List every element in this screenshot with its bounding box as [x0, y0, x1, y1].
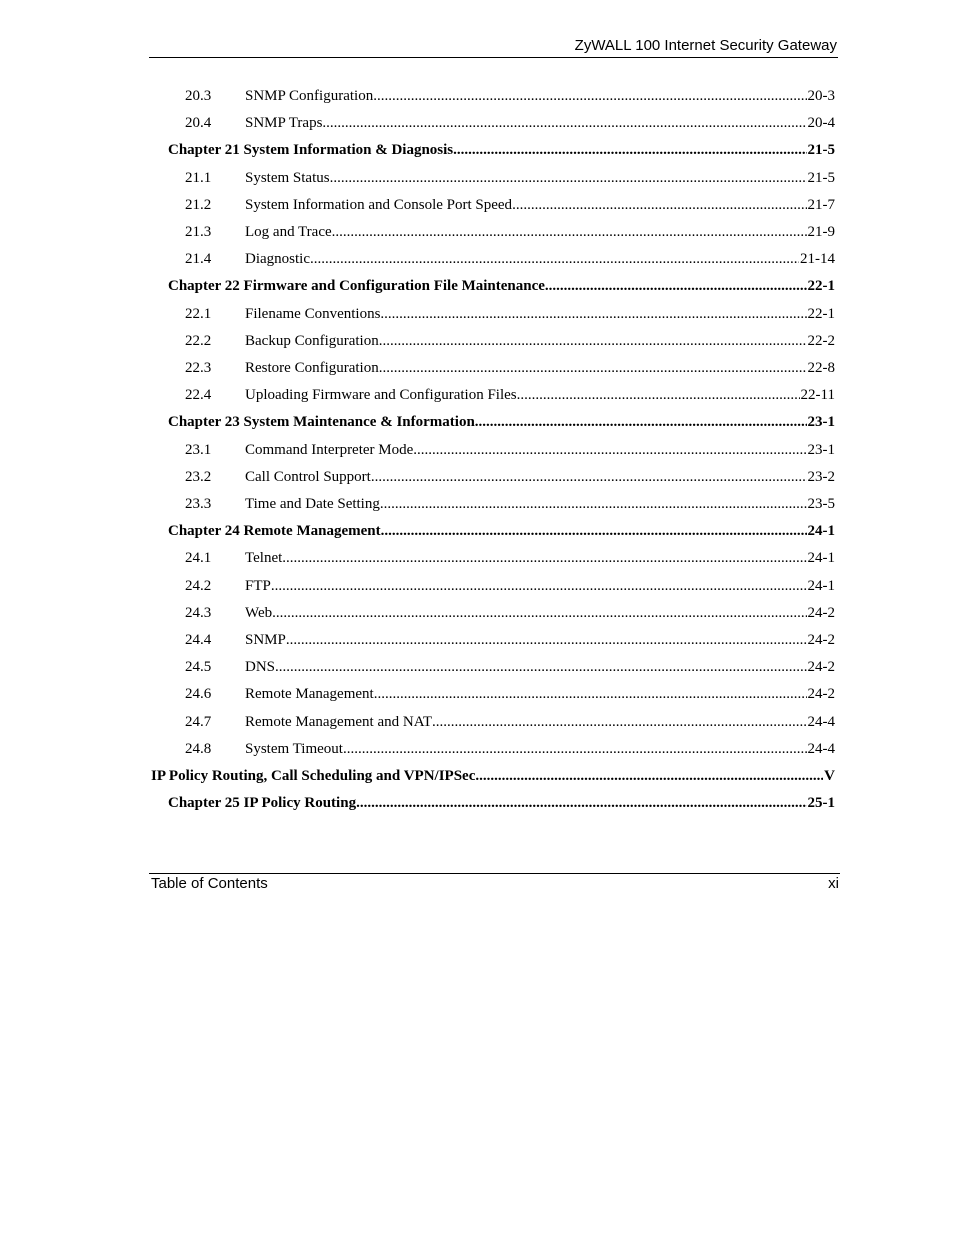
toc-entry-title: Log and Trace [245, 224, 332, 240]
toc-section-number: 20.3 [185, 88, 212, 104]
toc-section-number: 22.4 [185, 387, 212, 404]
toc-dot-leader [475, 768, 823, 785]
toc-section-entry[interactable] [185, 714, 835, 736]
footer-rule [149, 873, 840, 874]
toc-entry-title: Diagnostic [245, 251, 310, 268]
toc-page-number: 20-3 [807, 88, 835, 104]
toc-page-number: 21-5 [807, 142, 835, 159]
toc-page-number: 22-1 [807, 278, 835, 295]
toc-dot-leader [453, 142, 806, 159]
toc-section-entry[interactable] [185, 224, 835, 246]
toc-entry-title: Call Control Support [245, 468, 371, 485]
toc-entry-title: System Status [245, 169, 330, 186]
toc-page-number: 21-9 [807, 224, 835, 240]
toc-page-number: 20-4 [807, 115, 835, 132]
toc-section-entry[interactable] [185, 659, 835, 681]
toc-section-entry[interactable] [185, 496, 835, 518]
toc-section-number: 21.1 [185, 169, 212, 186]
toc-dot-leader [379, 333, 807, 350]
toc-dot-leader [380, 306, 806, 323]
toc-page-number: 24-2 [807, 686, 835, 703]
toc-section-number: 22.1 [185, 305, 212, 322]
toc-entry-title: Chapter 25 IP Policy Routing [168, 795, 357, 812]
toc-dot-leader [374, 686, 807, 703]
toc-entry-title: SNMP [245, 632, 286, 648]
toc-section-number: 23.3 [185, 496, 212, 512]
toc-section-entry[interactable] [185, 387, 835, 409]
toc-section-entry[interactable] [185, 469, 835, 491]
header-rule [149, 57, 838, 58]
toc-page-number: 25-1 [807, 795, 835, 812]
toc-dot-leader [286, 632, 807, 649]
toc-page-number: 23-1 [807, 414, 835, 431]
toc-entry-title: IP Policy Routing, Call Scheduling and VPN/IPSec [151, 768, 476, 784]
toc-page-number: 23-5 [807, 496, 835, 512]
toc-dot-leader [545, 278, 807, 295]
toc-section-number: 23.2 [185, 468, 212, 485]
toc-entry-title: System Timeout [245, 740, 343, 757]
toc-page-number: 22-11 [800, 387, 835, 404]
toc-entry-title: Chapter 23 System Maintenance & Information [168, 414, 475, 431]
toc-entry-title: SNMP Traps [245, 115, 323, 132]
toc-page-number: 24-2 [807, 659, 835, 676]
toc-page-number: 23-2 [807, 468, 835, 485]
toc-dot-leader [371, 469, 807, 486]
toc-page-number: 24-2 [807, 632, 835, 648]
toc-dot-leader [373, 88, 806, 105]
toc-section-entry[interactable] [185, 550, 835, 572]
toc-dot-leader [343, 741, 807, 758]
toc-section-entry[interactable] [185, 251, 835, 273]
toc-dot-leader [275, 659, 806, 676]
toc-page-number: 21-7 [807, 196, 835, 213]
toc-chapter-entry[interactable] [168, 414, 835, 436]
toc-dot-leader [322, 115, 806, 132]
toc-section-number: 24.7 [185, 713, 212, 730]
toc-section-entry[interactable] [185, 306, 835, 328]
toc-section-entry[interactable] [185, 632, 835, 654]
toc-section-number: 24.3 [185, 604, 212, 621]
toc-section-number: 24.4 [185, 632, 212, 648]
toc-section-number: 23.1 [185, 441, 212, 458]
toc-section-entry[interactable] [185, 578, 835, 600]
toc-entry-title: Restore Configuration [245, 360, 379, 376]
toc-section-number: 22.2 [185, 332, 212, 349]
toc-entry-title: Chapter 21 System Information & Diagnosis [168, 142, 454, 159]
toc-dot-leader [517, 387, 800, 404]
toc-section-entry[interactable] [185, 170, 835, 192]
toc-section-entry[interactable] [185, 333, 835, 355]
toc-chapter-entry[interactable] [168, 142, 835, 164]
toc-section-entry[interactable] [185, 115, 835, 137]
toc-dot-leader [282, 550, 806, 567]
toc-page-number: 24-4 [807, 713, 835, 730]
toc-chapter-entry[interactable] [168, 523, 835, 545]
toc-dot-leader [310, 251, 799, 268]
toc-entry-title: Command Interpreter Mode [245, 441, 414, 458]
toc-entry-title: Backup Configuration [245, 332, 379, 349]
toc-section-number: 24.5 [185, 659, 212, 676]
toc-section-entry[interactable] [185, 442, 835, 464]
toc-dot-leader [380, 496, 807, 513]
toc-page-number: 24-1 [807, 523, 835, 540]
toc-entry-title: DNS [245, 659, 276, 676]
toc-entry-title: SNMP Configuration [245, 88, 374, 104]
toc-section-entry[interactable] [185, 360, 835, 382]
toc-page-number: 22-8 [807, 360, 835, 376]
toc-entry-title: Time and Date Setting [245, 496, 380, 512]
toc-dot-leader [356, 795, 806, 812]
toc-entry-title: Remote Management [245, 686, 374, 703]
toc-entry-title: Chapter 22 Firmware and Configuration File Maintenance [168, 278, 545, 295]
toc-entry-title: Filename Conventions [245, 305, 381, 322]
toc-section-number: 24.6 [185, 686, 212, 703]
toc-part-entry[interactable] [151, 768, 835, 790]
footer-page-number: xi [828, 875, 839, 892]
toc-section-number: 21.4 [185, 251, 212, 268]
toc-entry-title: Uploading Firmware and Configuration Files [245, 387, 517, 404]
toc-section-number: 24.8 [185, 740, 212, 757]
toc-entry-title: Web [245, 604, 273, 621]
toc-page-number: V [824, 768, 835, 784]
toc-section-entry[interactable] [185, 741, 835, 763]
footer-section-title: Table of Contents [151, 875, 268, 892]
toc-page-number: 22-2 [807, 332, 835, 349]
toc-section-number: 20.4 [185, 115, 212, 132]
toc-dot-leader [272, 605, 806, 622]
toc-section-number: 21.2 [185, 196, 212, 213]
toc-dot-leader [330, 170, 807, 187]
toc-section-number: 21.3 [185, 224, 212, 240]
toc-entry-title: System Information and Console Port Speed [245, 196, 513, 213]
toc-entry-title: Chapter 24 Remote Management [168, 523, 381, 540]
toc-page-number: 21-14 [800, 251, 835, 268]
toc-dot-leader [475, 414, 807, 431]
header-title: ZyWALL 100 Internet Security Gateway [574, 37, 837, 54]
toc-page-number: 23-1 [807, 441, 835, 458]
toc-section-entry[interactable] [185, 197, 835, 219]
toc-section-number: 24.1 [185, 550, 212, 567]
toc-entry-title: FTP [245, 577, 271, 594]
toc-page-number: 24-4 [807, 740, 835, 757]
toc-dot-leader [332, 224, 807, 241]
toc-section-number: 22.3 [185, 360, 212, 376]
toc-dot-leader [512, 197, 806, 214]
toc-dot-leader [379, 360, 807, 377]
toc-dot-leader [413, 442, 806, 459]
toc-dot-leader [432, 714, 806, 731]
toc-entry-title: Remote Management and NAT [245, 713, 433, 730]
toc-dot-leader [381, 523, 807, 540]
toc-page-number: 24-2 [807, 604, 835, 621]
toc-chapter-entry[interactable] [168, 795, 835, 817]
toc-page-number: 22-1 [807, 305, 835, 322]
toc-page-number: 24-1 [807, 577, 835, 594]
toc-section-number: 24.2 [185, 577, 212, 594]
toc-page-number: 24-1 [807, 550, 835, 567]
toc-section-entry[interactable] [185, 605, 835, 627]
toc-dot-leader [271, 578, 807, 595]
toc-section-entry[interactable] [185, 88, 835, 110]
toc-chapter-entry[interactable] [168, 278, 835, 300]
toc-section-entry[interactable] [185, 686, 835, 708]
toc-entry-title: Telnet [245, 550, 283, 567]
toc-page-number: 21-5 [807, 169, 835, 186]
